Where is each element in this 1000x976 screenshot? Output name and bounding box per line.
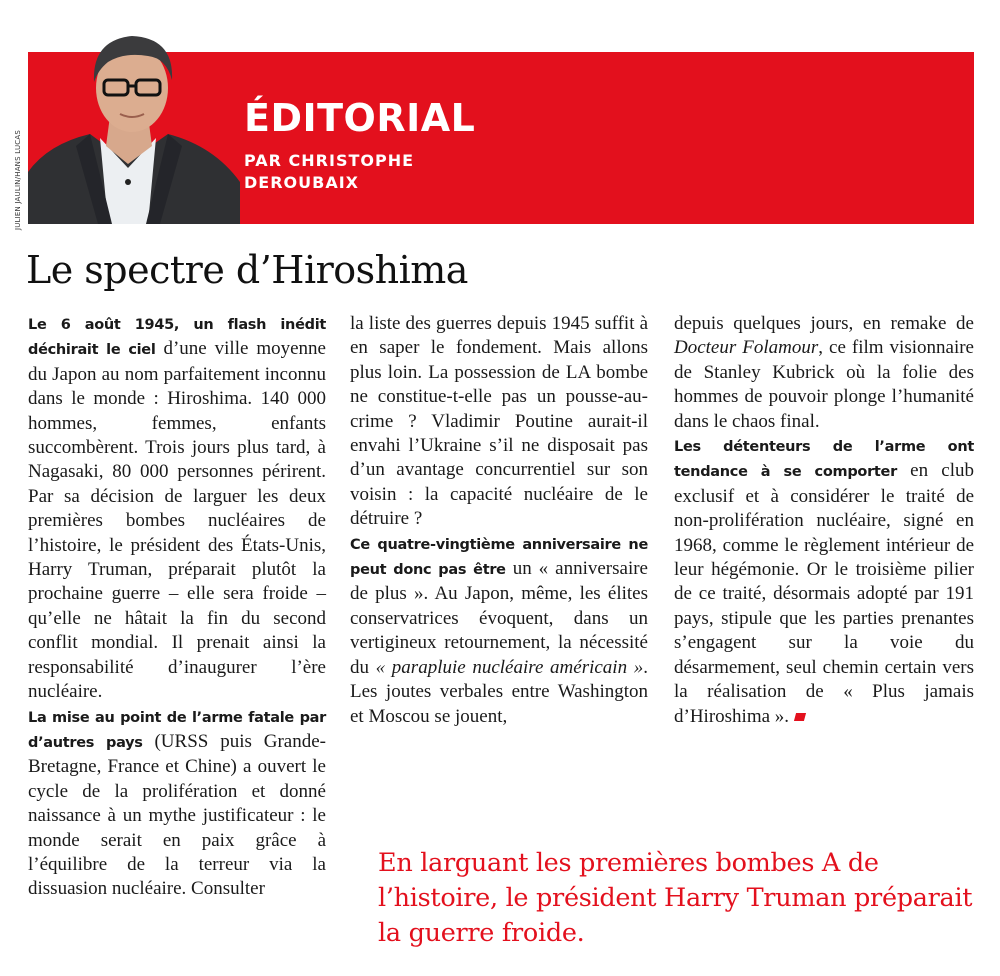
pull-quote: En larguant les premières bombes A de l’histoire, le président Harry Truman préparait la guerre froide. <box>378 848 973 948</box>
paragraph-italic: Docteur Folamour <box>674 337 819 359</box>
section-kicker: ÉDITORIAL <box>244 96 476 140</box>
paragraph-2 <box>28 705 326 902</box>
paragraph-text: . Les joutes verbales entre Washington et Moscou se jouent, <box>350 656 648 727</box>
paragraph-text: un « anniversaire de plus ». Au Japon, même, les élites conservatrices évoquent, dans un vertigineux retournement, la nécessité du <box>350 558 648 678</box>
paragraph-5 <box>674 312 974 434</box>
article-column-2 <box>350 312 648 729</box>
author-byline: PAR CHRISTOPHE DEROUBAIX <box>244 151 415 192</box>
photo-credit: JULIEN JAULIN/HANS LUCAS <box>14 130 22 231</box>
paragraph-3 <box>350 312 648 532</box>
paragraph-italic: « parapluie nucléaire américain » <box>375 656 644 678</box>
paragraph-text: en club exclusif et à considérer le traité de non-prolifération nucléaire, signé en 1968, comme le règlement intérieur de leur hégémonie. Or le troisième pilier de ce traité, désormais adopté par 191 pays, stipule que les parties prenantes s’engagent sur la voie du désarmement, seul chemin certain vers la réalisation de « Plus jamais d’Hiroshima ». <box>674 460 974 727</box>
paragraph-lead: Ce quatre-vingtième anniversaire ne peut donc pas être <box>350 536 648 579</box>
end-of-article-icon <box>794 713 806 721</box>
author-portrait-illustration <box>28 22 240 224</box>
paragraph-lead: Les détenteurs de l’arme ont tendance à se comporter <box>674 439 974 481</box>
paragraph-text: la liste des guerres depuis 1945 suffit à en saper le fondement. Mais allons plus loin. La possession de LA bombe ne constitue-t-elle pas un pousse-au-crime ? Vladimir Poutine aurait-il envahi l’Ukraine s’il ne disposait pas d’un avantage concurrentiel sur son voisin : la capacité nucléaire de le détruire ? <box>350 313 648 530</box>
article-column-3 <box>674 312 974 729</box>
article-headline: Le spectre d’Hiroshima <box>26 248 468 292</box>
article-column-1 <box>28 312 326 902</box>
author-photo <box>28 22 240 224</box>
paragraph-text: d’une ville moyenne du Japon au nom parfaitement inconnu dans le monde : Hiroshima. 140 000 hommes, femmes, enfants succombèrent. Trois jours plus tard, à Nagasaki, 80 000 personnes périrent. Par sa décision de larguer les deux premières bombes nucléaires de l’histoire, le président des États-Unis, Harry Truman, préparait plutôt la prochaine guerre – elle sera froide – qu’elle ne hâtait la fin du second conflit mondial. Il prenait ainsi la responsabilité d’inaugurer l’ère nucléaire. <box>28 338 326 703</box>
paragraph-6 <box>674 434 974 729</box>
paragraph-text: , ce film visionnaire de Stanley Kubrick où la folie des hommes de pouvoir plonge l’humanité dans le chaos final. <box>674 337 974 432</box>
paragraph-text: (URSS puis Grande-Bretagne, France et Chine) a ouvert le cycle de la prolifération et donné naissance à un mythe justificateur : le monde serait en paix grâce à l’équilibre de la terreur via la dissuasion nucléaire. Consulter <box>28 730 326 900</box>
paragraph-text: depuis quelques jours, en remake de <box>674 313 974 334</box>
paragraph-lead: La mise au point de l’arme fatale par d’autres pays <box>28 709 326 751</box>
paragraph-lead: Le 6 août 1945, un flash inédit déchirait le ciel <box>28 317 326 359</box>
paragraph-4 <box>350 532 648 729</box>
paragraph-1 <box>28 312 326 705</box>
